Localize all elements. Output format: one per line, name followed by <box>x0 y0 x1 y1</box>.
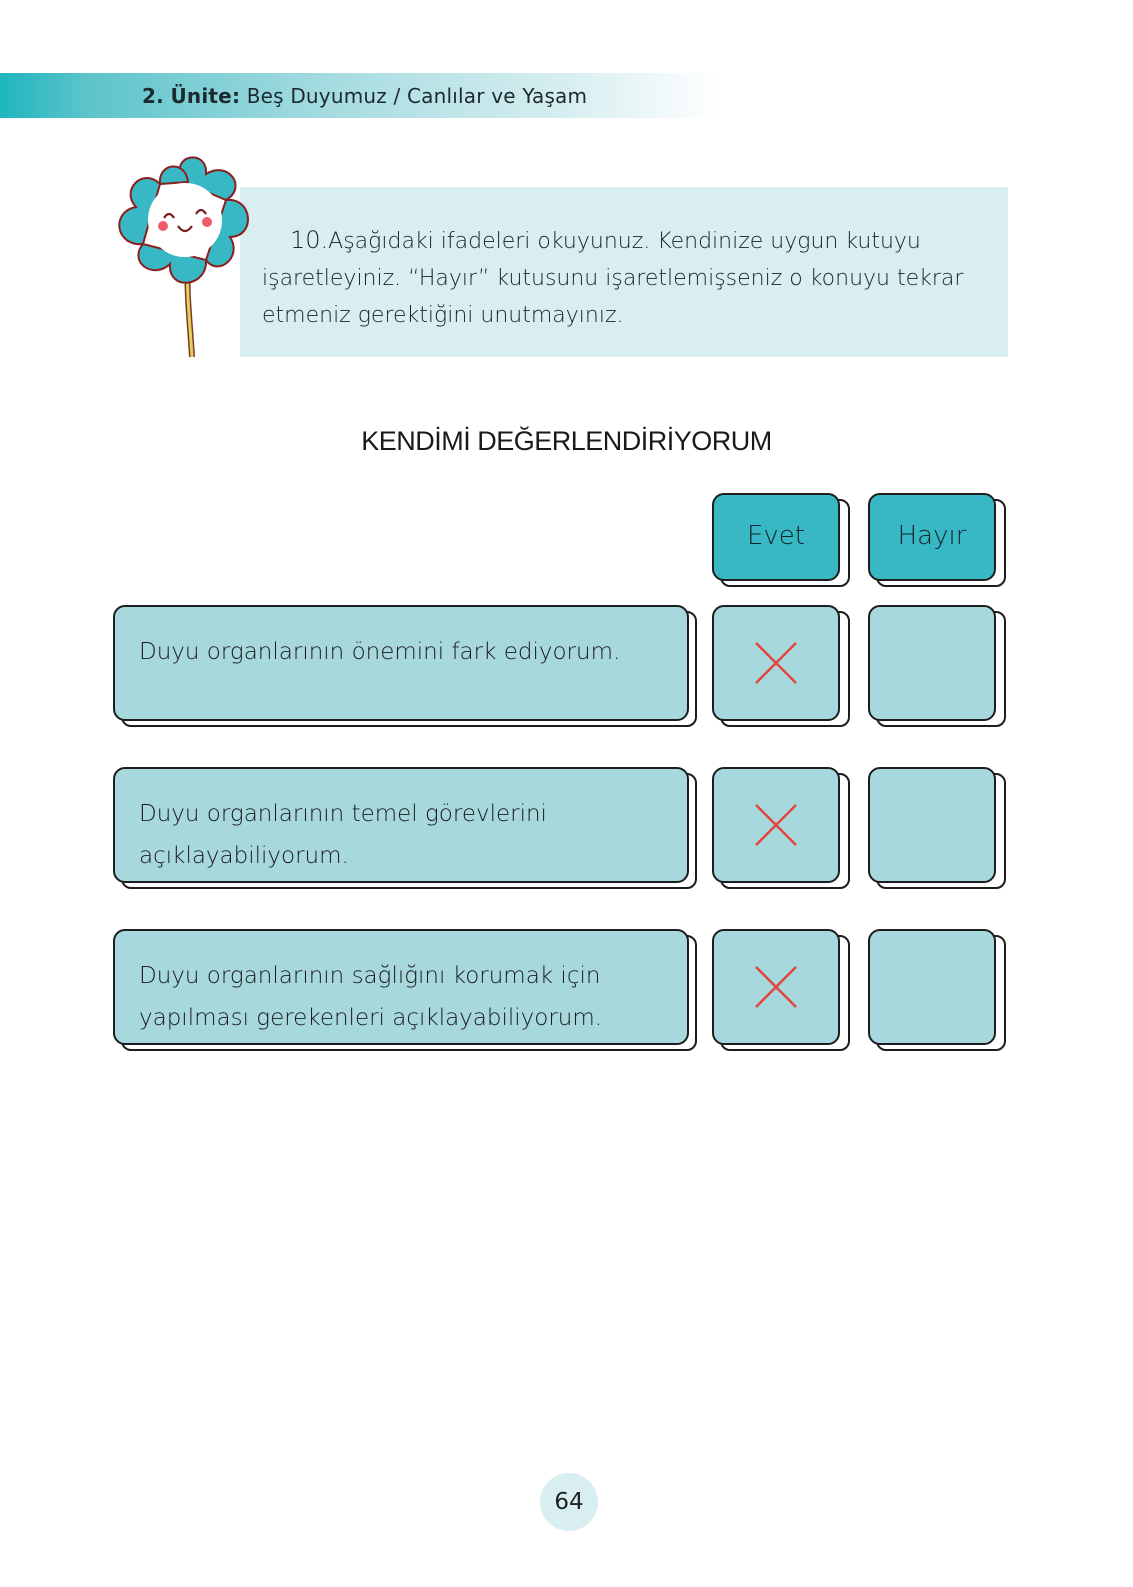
red-x-mark-icon <box>753 964 799 1010</box>
column-header-no <box>868 493 1008 589</box>
question-number: 10. <box>290 226 329 254</box>
instruction-text: Aşağıdaki ifadeleri okuyunuz. Kendinize uygun kutuyu işaretleyiniz. “Hayır” kutusunu işaretlemişseniz o konuyu tekrar etmeniz gerektiğini unutmayınız. <box>262 229 964 328</box>
no-checkbox-3[interactable] <box>868 929 1008 1053</box>
unit-title: Beş Duyumuz / Canlılar ve Yaşam <box>246 84 588 108</box>
column-header-yes-label: Evet <box>746 521 805 551</box>
no-checkbox-2[interactable] <box>868 767 1008 891</box>
page-number: 64 <box>540 1473 598 1531</box>
unit-header <box>142 84 587 108</box>
statement-text: Duyu organlarının sağlığını korumak için yapılması gerekenleri açıklayabiliyorum. <box>139 963 603 1031</box>
statement-card-1 <box>113 605 699 729</box>
statement-card-2 <box>113 767 699 891</box>
yes-checkbox-3[interactable] <box>712 929 852 1053</box>
column-header-yes <box>712 493 852 589</box>
column-header-no-label: Hayır <box>897 521 967 551</box>
no-checkbox-1[interactable] <box>868 605 1008 729</box>
instruction-text-block <box>262 222 1002 334</box>
red-x-mark-icon <box>753 640 799 686</box>
yes-checkbox-1[interactable] <box>712 605 852 729</box>
section-title: KENDİMİ DEĞERLENDİRİYORUM <box>361 426 772 456</box>
statement-text: Duyu organlarının temel görevlerini açıklayabiliyorum. <box>139 801 547 869</box>
unit-label: Ünite: <box>170 84 241 108</box>
statement-text: Duyu organlarının önemini fark ediyorum. <box>139 639 621 665</box>
yes-checkbox-2[interactable] <box>712 767 852 891</box>
unit-number: 2. <box>142 84 164 108</box>
smiling-flower-icon <box>108 152 258 362</box>
statement-card-3 <box>113 929 699 1053</box>
red-x-mark-icon <box>753 802 799 848</box>
